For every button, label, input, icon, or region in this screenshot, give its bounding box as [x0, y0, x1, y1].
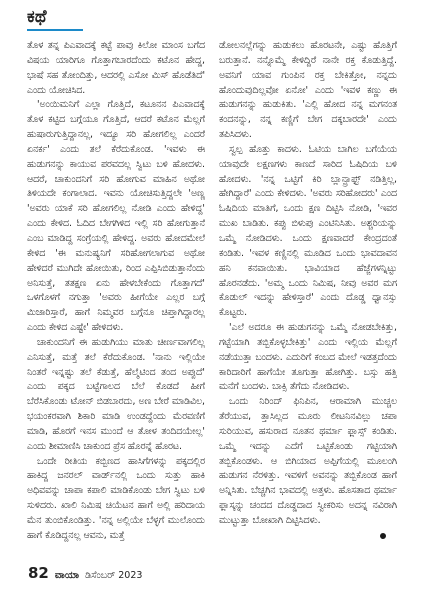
magazine-name: ವಾಯಾ: [54, 570, 80, 581]
issue-date: ಡಿಸೆಂಬರ್ 2023: [85, 570, 143, 581]
story-end-mark: [380, 533, 386, 539]
paragraph: ಒಂದೇ ರೀತಿಯ ಕಬ್ಬಿಣದ ಹಾಸಿಗೆಗಳನ್ನು ಪಕ್ಕದಲ್ಲಿರ ಹಾಕಿದ್ದ ಜನರಲ್ ವಾರ್ಡ್‌ನಲ್ಲಿ ಒಂದು ಸುತ್ತು ಹಾಕಿ ಅಧಿವವನ್ನು ಚಾಪಾ ಕಪಾಲಿ ಮಾಡಿಕೊಂಡು ಬೇಗ ಸ್ವಿಟು ಬಳಿ ಸುಳಿದರು. ಖಾಲಿ ನಿಮಿಷ ಚಿಯೆಟನ ಹಾಗೆ ಅಲ್ಲಿ ಹರಿದಾಯ ಮೆನ ತುಂಬಿಕೊಂಡಿತ್ತು. 'ನನ್ನ ಅಲ್ಲಿಯೇ ಬೆಳ್ಳಗೆ ಮುಲೊಂದು ಹಾಗೆ ಕೊಡಿದ್ದನಲ್ಲ ಆವನು, ಮತ್ತೆ: [27, 455, 205, 541]
paragraph: ಸ್ವಲ್ಪ ಹೊತ್ತು ಕಾದಳು. ಓಟಿಯ ಬಾಗಿಲ ಬಗೆಯೆಯ ಯಾವುದೇ ಲಕ್ಷಣಗಳು ಕಾಣದೆ ಸಾರಿದ ಓಷಿದಿಯ ಬಳಿ ಹೋದಳು. 'ನನ್ನ ಒಟ್ಟಿಗೆ ಕಿರಿ ಬ್ಲಾನ್ಪ್ರಾಫ್ಟ್ ನಡಿತ್ತಿಲ್ಲ, ಹೇಗಿದ್ದಾರೆ' ಎಂದು ಕೇಳಿದಳು. 'ಅವರು ಸರಿಹೋದರು' ಎಂದ ಓಷಿದಿಯ ಮಾತಿಗೆ, ಒಂದು ಕ್ಷಣ ದಿಟ್ಟಿಸಿ ನೋಡಿ, 'ಇವರ ಮುಖ ಬಾಡಿತು. ಕಪ್ಪು ಬಿಳುಪು ಎಂಟಿನಿಸಿತು. ಅಶ್ಚರಿಯನ್ನು ಒಮ್ಮೆ ನೋಡಿದಳು. ಒಂದು ಕ್ಷಣವಾದರೆ ಕೇಂದ್ರದಂತೆ ಕಂಡಿತು. 'ಇವಳ ಕಣ್ಣಿನಲ್ಲಿ ಮೂಡಿದ ಒಂದು ಭಾವದಾವನ ಹನಿ ಕನವಾಯಿತು. ಭಾವಿಯಾದ ಹೆಜ್ಜೆಗಳನ್ನಿಟ್ಟು ಹೊರನಡೆದು. 'ಅಮ್ಮ ಒಂದು ನಿಮಿಷ, ನೀವು ಅವರ ಮಗ ಕೊಡುಲ್ ಇದನ್ನು ಹೇಳಿಸ್ತಾರೆ' ಎಂದು ದೊಡ್ಡ ಧ್ವಾನಸ್ಸು ಕೊಟ್ಟರು.: [219, 143, 397, 319]
section-header: [27, 6, 47, 28]
section-accent-line: [27, 29, 83, 31]
article-column-right: [219, 39, 397, 559]
paragraph: ಚಾಕುಂದನಿಗೆ ಈ ಹುಡುಗಿಯು ಮಾತು ಚೀರ್ಣವಾಗಲಿಲ್ಲ ಎನಿಸುತ್ತೆ, ಮತ್ತೆ ತಲೆ ಕೆರೆದುಕೊಂಡ. 'ನಾನು ಇಲ್ಲಿಯೇ ನಿಂತರೆ ಇನ್ನಷ್ಟು ತಲೆ ಕೆಡುತ್ತೆ, ಹೆಲ್ಮೆಟಿಂದ ತಂದ ಅಪ್ಪುದೆ' ಎಂದು ಪಕ್ಕದ ಬಟ್ಟೆಗಾಲದ ಬೆಲೆ ಕೊಡದೆ ಹೀಗೆ ಬೆರೆಸಿಕೊಂಡು ಟೋನ್ ಬಿಡಬಾರದು, ಅಣ ಬೇರೆ ಮಾಡಿವಿಲ, ಭಯಂಕರವಾಗಿ ಶಿಕಾರಿ ಮಾಡಿ ಉಂಡದ್ದೆಂದು ಮೆರವಣಿಗೆ ಮಾಡಿ, ಹೊರಗೆ ಇನಸ ಮುಂದೆ ಆ ತೋಳ ತಂದಿದಯೇಲ್ಲ' ಎಂದು ಶೀಮಾಣಿಸಿ ಚಾಕುಂದ ಪ್ರೆಸ ಹೊರನ್ನೆ ಹೊರಟ.: [27, 336, 205, 452]
paragraph: 'ಅಂಯಿಮನಿಗೆ ಎಲ್ಲಾ ಗೊತ್ತಿದೆ, ಕಟೂನನ ಪಿಎವಾದಕ್ಕೆ ತೊಳ ಕಟ್ಟಿದ ಬಗ್ಗೆಯೂ ಗೊತ್ತಿದೆ, ಆದರೆ ಕಟೊನ ಮೆಲ್ಲಗೆ ಹುಷಾರುಗುತ್ತಿದ್ದಾನಲ್ಲ, ಇದ್ಯೂ ಸರಿ ಹೋಗಲಿಲ್ಲ ಎಂದರೆ ಏನರ್ಕ' ಎಂದು ತಲೆ ಕೆರೆದುಕೊಂಡ. 'ಇವಳು ಈ ಹುಡುಗನನ್ನು ಕಾಯುವ ಪರವದಲ್ಲ ಸ್ವಿಟು ಬಳಿ ಹೋದಳು. ಆದರೆ, ಚಾಕುಂದನಿಗೆ ಸರಿ ಹೋಗುವ ಮಾಹಿನ ಅಥೋ ತಿಳಿಯದೇ ಕಂಗಾಲಾದ. ಇವನು ಯೋಚಿಸುತ್ತಿದ್ದಲೇ 'ಅಣ್ಣ 'ಅವರು ಯಾಕೆ ಸರಿ ಹೋಗಲಿಲ್ಲ ನೋಡಿ ಎಂದು ಹೇಳಿದ್ದ' ಎಂದು ಕೇಳಿದ. ಓದಿದ ಬೇಗಗಿಳಿದ ಇಲ್ಲಿ ಸರಿ ಹೋಗುತ್ತಾನೆ ಎಂಬ ಮಾಡಿದ್ದ ಸಂಗ್ರೆಯಲ್ಲಿ ಹೇಳಿದ್ದ. ಅವರು ಹೋದಮೇಲೆ ಕೇಳಿದ 'ಈ ಮನುಷ್ಯನಿಗೆ ಸರಿಹೋಗಲಾಗುವ ಅಥೋ ಹೇಳಿದರೆ ಮುಗಿದೇ ಹೋಯಿತು, ರಿಂದ ಎಪ್ಪಿಸಿಬಿಡುತ್ತಾನೆಂದು ಅನಿಸುತ್ತೆ, ತತಕ್ಷಣ ಏನು ಹೇಳಬೇಕೆಂದು ಗೊತ್ತಾಗದೆ' ಒಳಗೊಳಗೆ ನಗುತ್ತಾ 'ಅವರು ಹೀಗೆಯೇ ಎಲ್ಲರ ಬಗ್ಗೆ ಮಿಜಾರಿಸ್ತಾರೆ, ಹಾಗೆ ನಿಮ್ಮವರ ಬಗ್ಗೆನೂ ಚಿಪ್ತಾಗಿದ್ದಾರಲ್ಲ ಎಂದು ಕೇಳಿದ ಎಷ್ಟೇ' ಹೇಳಿದಳು.: [27, 99, 205, 334]
page-footer: [28, 564, 142, 582]
paragraph: ಒಂದು ನಿರಿಂದ್ ಫಿನಿಪಿನ, ಆರಾಮಾಗಿ ಮುಚ್ಚಲ ತೆರೆಯುವ, ತ್ತಾಸಿಲ್ಲದ ಮೂರು ಲೀಟನಿನವಿಲ್ಲು ಚಪಾ ಸುರಿಯುವ, ಹಸುರಾದ ನೂತನ ಥರ್ಮಾ ಫ್ಲಾಸ್ಸ್ ಕಂಡಿತು. ಒಮ್ಮೆ ಇದನ್ನು ಎದೆಗೆ ಒಟ್ಟಿಕೊಂಡು ಗಟ್ಟಿಯಾಗಿ ತಬ್ಬಿಕೊಂಡಳು. ಆ ಬಿಗಿಯಾದ ಅಪ್ಪಿಗೆಯಲ್ಲಿ ಮೂಲಂಗಿ ಹುಡುಗನ ನೆರಳಿತ್ತು. ಇವಳಿಗೆ ಅವನನ್ನು ತಬ್ಬಿಕೊಂಡ ಹಾಗೆ ಅನ್ನಿಸಿತು. ಬೆಚ್ಚಗಿನ ಭಾವದಲ್ಲಿ ಅತ್ತಳು. ಹೊಸತಾದ ಥರ್ಮಾ ಫ್ಲಾಸ್ಕನ್ನು ಚಂದದ ದೊಡ್ಡದಾದ ಸ್ವೀಕರಿಸು ಅದನ್ನ ನವಿರಾಗಿ ಮುಟ್ಟುತ್ತಾ ಬೋಖಾಗಿ ದಿಟ್ಟಿಸಿದಳು.: [219, 396, 397, 526]
page-number: 82: [28, 564, 49, 582]
paragraph: ತೊಳ ತನ್ನ ಪಿಎವಾದಕ್ಕೆ ಕಟ್ಟೆ ಪಾವು ಕಿಲೋ ಮಾಂಸ ಬಗೆದ ವಿಷಯ ಯಾರಿಗೂ ಗೊತ್ತಾಗಬಾರದೆಂದು ಕಟೊನ ಹೇದ್ಡ, ಭಾಷೆ ಸಹ ತೋಂದಿತ್ತು, ಆದರಲ್ಲಿ ಎಸೋ ಮಿಸ್ ಹೊಡೆತಿದೆ' ಎಂದು ಯೋಚಿಸಿದ.: [27, 40, 205, 96]
paragraph: ಡೋಲನಲ್ಲೆಗನ್ನು ಹುಡುಕಲು ಹೊರಟನೇ, ಎಷ್ಟು ಹೊತ್ತಿಗೆ ಬರುತ್ತಾನೆ. ನನ್ನೊಮ್ಮೆ ಕೇಳಿದ್ದಿರೆ ನಾನೇ ರಕ್ತ ಕೊಡುತ್ತಿದ್ದೆ. ಅವನಿಗೆ ಯಾವ ಗುಂಪಿನ ರಕ್ತ ಬೇಕಿತ್ತೋ, ನನ್ನದು ಹೊಂದುವುದಿಲ್ಲವೋ ಏನೋ' ಎಂದು 'ಇವಳ ಕಣ್ಣು ಈ ಹುಡುಗನನ್ನು ಹುಡುಕಿತು. 'ಎಲ್ಲಿ ಹೋದ ನನ್ನ ಮಗನಂತ ಕಂದನನ್ನು, ನನ್ನ ಕಣ್ಣಿಗೆ ಬೇಗ ದಕ್ಕಬಾರದೇ' ಎಂದು ತಪಿಸಿದಳು.: [219, 40, 397, 141]
article-body: [27, 39, 397, 559]
article-column-left: [27, 39, 205, 559]
section-title: ಕಥೆ: [27, 7, 47, 27]
paragraph: 'ಎಲೆ ಅದರೂ ಈ ಹುಡುಗನನ್ನು ಒಮ್ಮೆ ನೋಡಬೇಕಿತ್ತು, ಗಟ್ಟೆಯಾಗಿ ತಬ್ಬಿಕೊಳ್ಳಬೇಕಿತ್ತು' ಎಂದು ಇಲ್ಲಿಯ ಮೆಲ್ಲಗೆ ನಡೆಯುತ್ತಾ ಬಂದಳು. ಎದುರಿಗೆ ಕಂಬದ ಮೇಲೆ ಇಡತ್ತದೆಂದು ಕಾರಿದಾರಿಗೆ ಹಾಗೆಯೇ ತೂಗುತ್ತಾ ಹೋಗಿತ್ತು. ಬಸ್ಸು ಹತ್ತಿ ಮನೆಗೆ ಬಂದಳು. ಬಾಕ್ಸಿ ತೆಗೆದು ನೋಡಿದಳು.: [219, 322, 397, 393]
